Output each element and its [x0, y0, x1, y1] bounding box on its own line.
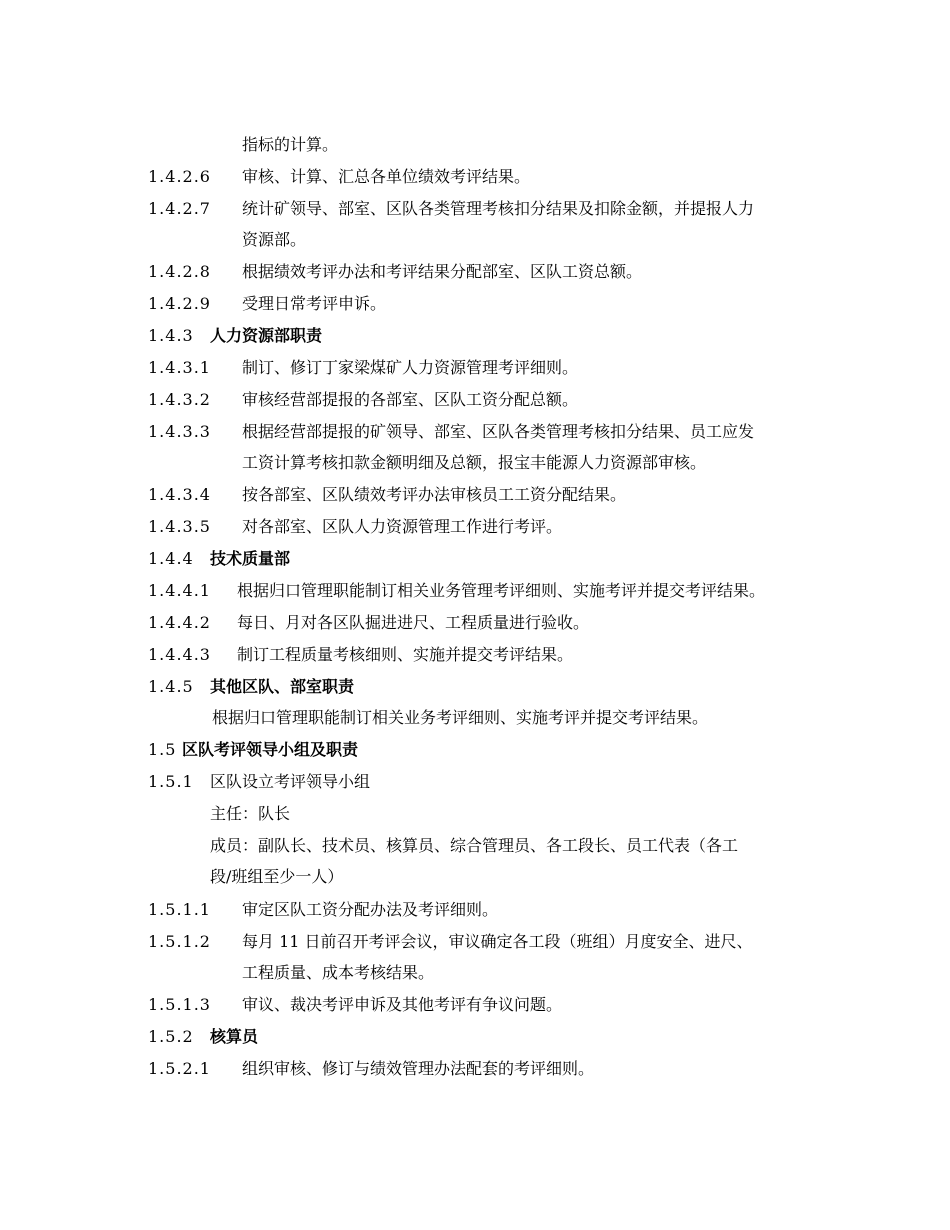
- list-item: 1.4.2.7 统计矿领导、部室、区队各类管理考核扣分结果及扣除金额，并提报人力: [148, 199, 755, 218]
- section-heading: 1.5.2 核算员: [148, 1027, 259, 1046]
- text-line: 指标的计算。: [242, 135, 339, 154]
- section-heading: 1.4.5 其他区队、部室职责: [148, 677, 355, 696]
- list-item: 1.4.4.1 根据归口管理职能制订相关业务管理考评细则、实施考评并提交考评结果。: [148, 581, 766, 600]
- list-item: 1.4.3.5 对各部室、区队人力资源管理工作进行考评。: [148, 517, 563, 536]
- list-item: 1.4.2.9 受理日常考评申诉。: [148, 294, 387, 313]
- text-line: 资源部。: [242, 230, 307, 249]
- text-line: 成员：副队长、技术员、核算员、综合管理员、各工段长、员工代表（各工: [210, 836, 739, 855]
- list-item: 1.4.4.3 制订工程质量考核细则、实施并提交考评结果。: [148, 645, 574, 664]
- list-item: 1.5.1.2 每月 11 日前召开考评会议，审议确定各工段（班组）月度安全、进尺、: [148, 932, 753, 951]
- list-item: 1.4.3.3 根据经营部提报的矿领导、部室、区队各类管理考核扣分结果、员工应发: [148, 422, 755, 441]
- list-item: 1.4.3.1 制订、修订丁家梁煤矿人力资源管理考评细则。: [148, 358, 579, 377]
- list-item: 1.4.3.2 审核经营部提报的各部室、区队工资分配总额。: [148, 390, 579, 409]
- list-item: 1.4.2.6 审核、计算、汇总各单位绩效考评结果。: [148, 167, 531, 186]
- list-item: 1.4.2.8 根据绩效考评办法和考评结果分配部室、区队工资总额。: [148, 262, 643, 281]
- section-heading: 1.4.4 技术质量部: [148, 549, 291, 568]
- text-line: 主任：队长: [210, 804, 291, 823]
- text-line: 根据归口管理职能制订相关业务考评细则、实施考评并提交考评结果。: [212, 708, 709, 727]
- text-line: 工资计算考核扣款金额明细及总额，报宝丰能源人力资源部审核。: [242, 453, 707, 472]
- list-item: 1.4.4.2 每日、月对各区队掘进进尺、工程质量进行验收。: [148, 613, 590, 632]
- section-heading: 1.5 区队考评领导小组及职责: [148, 740, 359, 759]
- list-item: 1.5.1.3 审议、裁决考评申诉及其他考评有争议问题。: [148, 995, 563, 1014]
- list-item: 1.5.1.1 审定区队工资分配办法及考评细则。: [148, 900, 499, 919]
- section-heading: 1.4.3 人力资源部职责: [148, 326, 323, 345]
- list-item: 1.5.2.1 组织审核、修订与绩效管理办法配套的考评细则。: [148, 1059, 595, 1078]
- text-line: 工程质量、成本考核结果。: [242, 963, 435, 982]
- list-item: 1.5.1 区队设立考评领导小组: [148, 772, 371, 791]
- list-item: 1.4.3.4 按各部室、区队绩效考评办法审核员工工资分配结果。: [148, 485, 627, 504]
- text-line: 段/班组至少一人）: [210, 867, 344, 886]
